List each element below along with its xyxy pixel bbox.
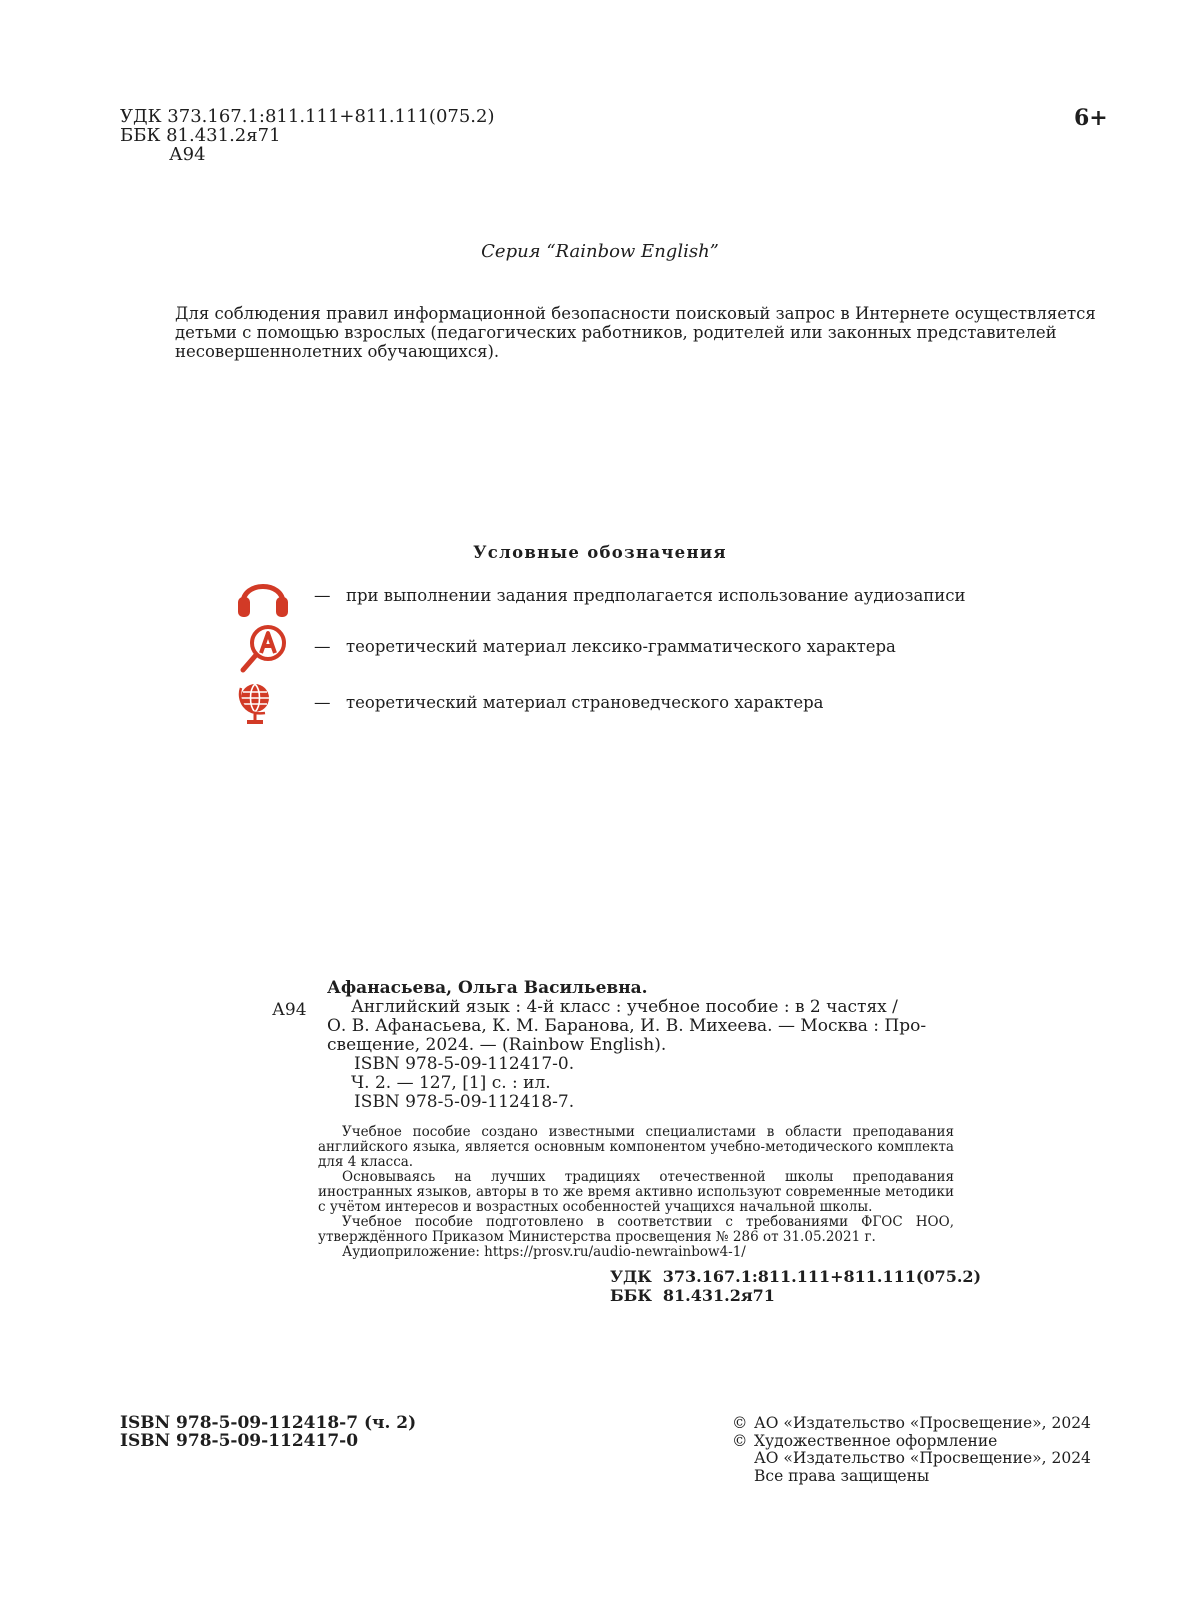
copyright-line: © Художественное оформление <box>732 1431 998 1450</box>
safety-notice <box>175 304 1096 361</box>
header-udk: УДК 373.167.1:811.111+811.111(075.2) <box>120 106 495 127</box>
copyright-block <box>732 1415 1091 1485</box>
header-codes <box>120 107 495 164</box>
legend-text: при выполнении задания предполагается использование аудиозаписи <box>346 586 966 605</box>
legend-dash: — <box>314 693 331 712</box>
bibliography-line: ISBN 978-5-09-112418-7. <box>354 1092 575 1112</box>
bibliography-author: Афанасьева, Ольга Васильевна. <box>327 978 648 998</box>
legend-text: теоретический материал лексико-грамматического характера <box>346 637 896 656</box>
bibliography-line: свещение, 2024. — (Rainbow English). <box>327 1035 667 1055</box>
abstract <box>318 1125 954 1260</box>
bibliography-line: Ч. 2. — 127, [1] с. : ил. <box>351 1073 551 1093</box>
isbn-line: ISBN 978-5-09-112417-0 <box>120 1431 359 1451</box>
copyright-line: АО «Издательство «Просвещение», 2024 <box>754 1449 1091 1467</box>
notice-line: Для соблюдения правил информационной безопасности поисковый запрос в Интернете осуществляется <box>175 304 1096 323</box>
bibliography-line: О. В. Афанасьева, К. М. Баранова, И. В. Михеева. — Москва : Про- <box>327 1016 927 1036</box>
bibliography-line: ISBN 978-5-09-112417-0. <box>354 1054 575 1074</box>
copyright-line: Все права защищены <box>754 1466 930 1485</box>
legend-text: теоретический материал страноведческого характера <box>346 693 824 712</box>
series-title: Серия “Rainbow English” <box>481 241 719 262</box>
legend-item-culture <box>235 680 1035 730</box>
notice-line: детьми с помощью взрослых (педагогических работников, родителей или законных представителей <box>175 323 1057 342</box>
legend-item-grammar <box>235 624 1035 674</box>
bibliography <box>327 979 926 1112</box>
grammar-magnifier-icon <box>235 624 291 676</box>
copyright-symbol: © <box>732 1431 748 1450</box>
copyright-line: © АО «Издательство «Просвещение», 2024 <box>732 1414 1091 1432</box>
abstract-paragraph: Учебное пособие подготовлено в соответствии с требованиями ФГОС НОО, утверждённого Приказом Министерства просвещения № 286 от 31.05.2021 г. <box>318 1214 954 1245</box>
header-author-code: А94 <box>169 144 206 165</box>
notice-line: несовершеннолетних обучающихся). <box>175 342 500 361</box>
bibliography-code: А94 <box>272 1000 307 1020</box>
classification-codes <box>610 1267 981 1305</box>
header-bbk: ББК 81.431.2я71 <box>120 125 281 146</box>
classification-bbk: ББК 81.431.2я71 <box>610 1286 775 1305</box>
classification-udk: УДК 373.167.1:811.111+811.111(075.2) <box>610 1267 982 1286</box>
isbn-line: ISBN 978-5-09-112418-7 (ч. 2) <box>120 1413 417 1433</box>
headphones-icon <box>235 573 291 621</box>
isbn-block <box>120 1414 416 1450</box>
age-rating: 6+ <box>1074 105 1108 131</box>
abstract-paragraph: Основываясь на лучших традициях отечественной школы преподавания иностранных языков, авторы в то же время активно используют современные методики с учётом интересов и возрастных особенностей учащихся начальной школы. <box>318 1169 954 1215</box>
legend-title: Условные обозначения <box>473 543 727 562</box>
globe-icon <box>235 680 291 728</box>
legend-dash: — <box>314 586 331 605</box>
legend-item-audio <box>235 573 1035 623</box>
copyright-symbol: © <box>732 1414 748 1432</box>
abstract-paragraph: Аудиоприложение: https://prosv.ru/audio-newrainbow4-1/ <box>342 1244 746 1260</box>
abstract-paragraph: Учебное пособие создано известными специалистами в области преподавания английского языка, является основным компонентом учебно-методического комплекта для 4 класса. <box>318 1124 954 1170</box>
bibliography-line: Английский язык : 4-й класс : учебное пособие : в 2 частях / <box>351 997 898 1017</box>
legend-dash: — <box>314 637 331 656</box>
